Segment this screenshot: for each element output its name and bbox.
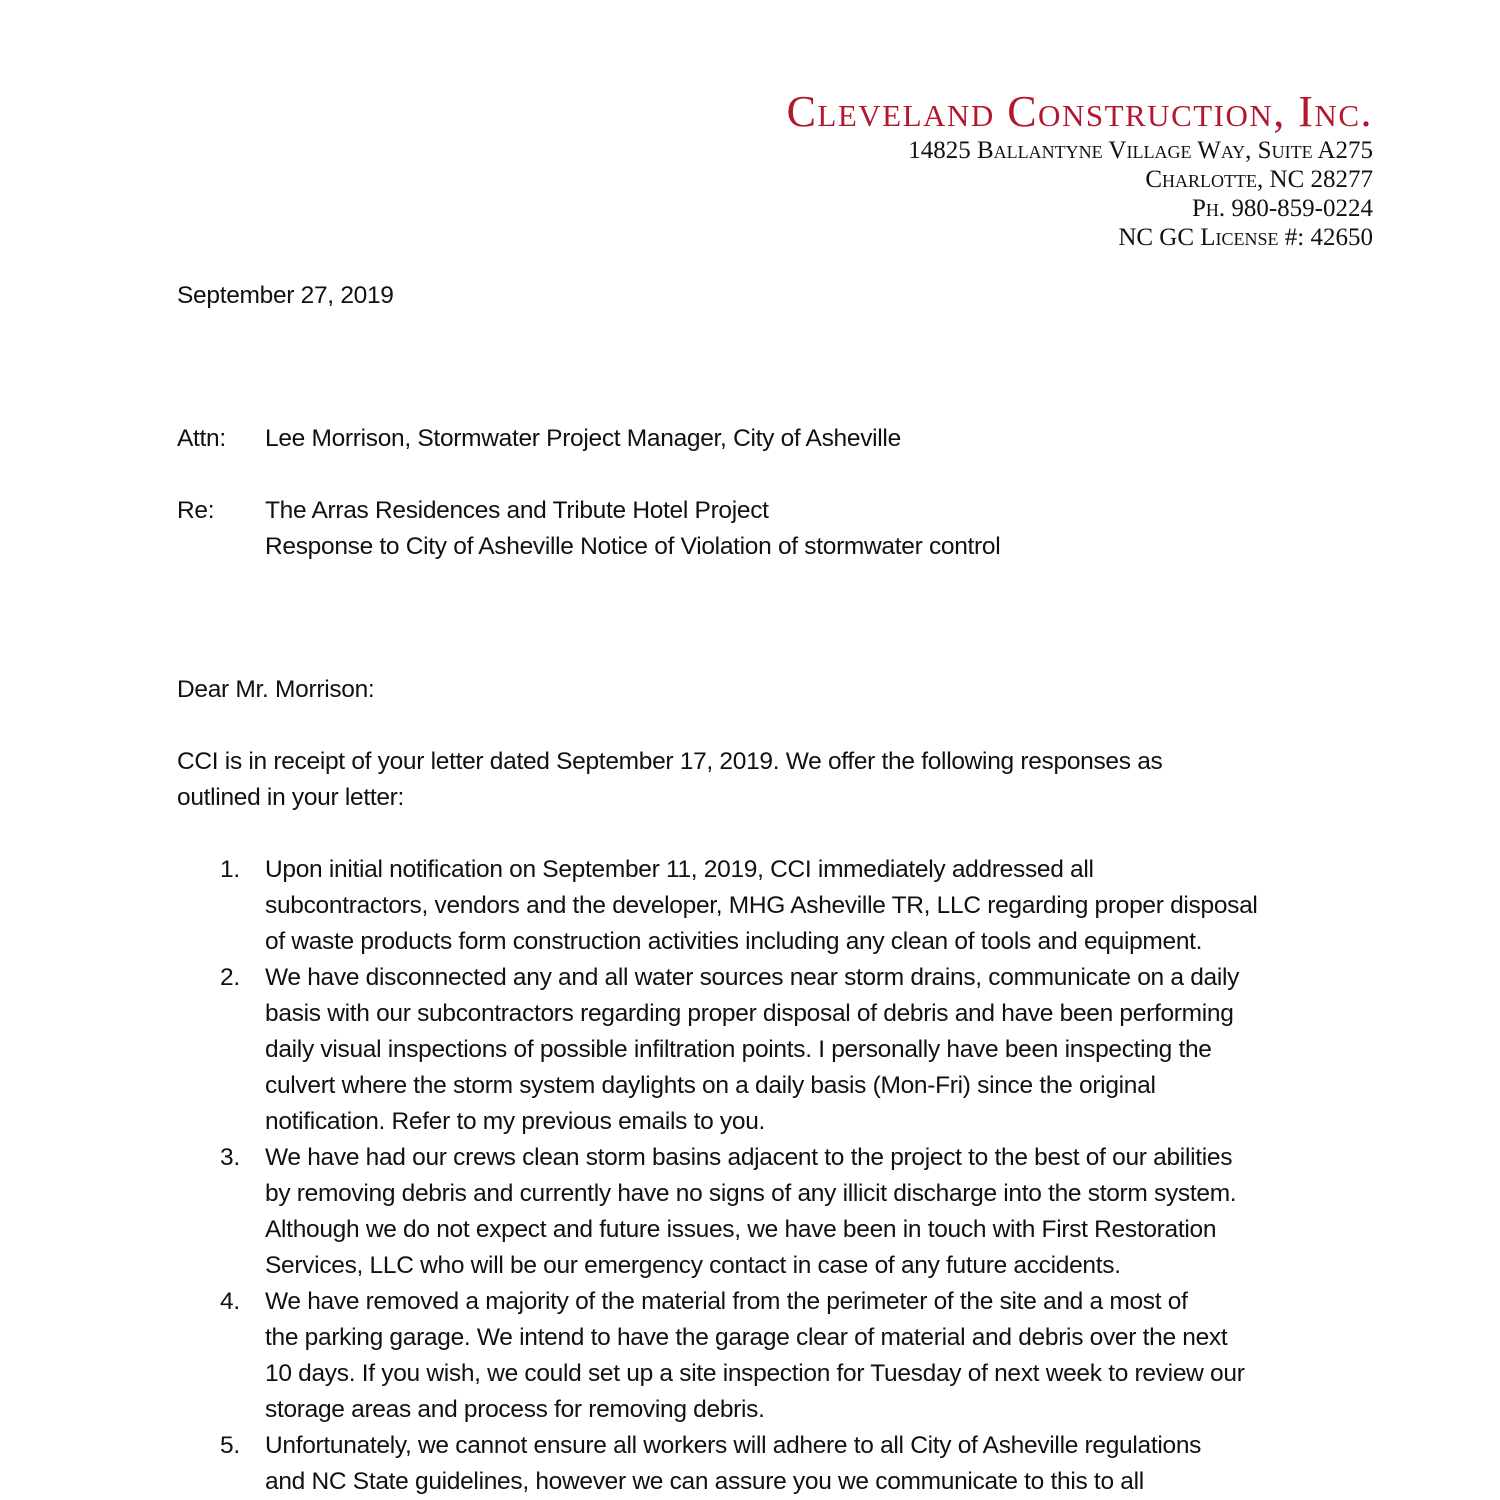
letter-date: September 27, 2019: [177, 282, 394, 309]
list-item-line: We have had our crews clean storm basins adjacent to the project to the best of our abilities: [265, 1144, 1233, 1171]
list-item-line: storage areas and process for removing debris.: [265, 1396, 765, 1423]
list-item-line: Services, LLC who will be our emergency contact in case of any future accidents.: [265, 1252, 1121, 1279]
list-item-line: by removing debris and currently have no signs of any illicit discharge into the storm system.: [265, 1180, 1237, 1207]
intro-line: CCI is in receipt of your letter dated September 17, 2019. We offer the following responses as: [177, 748, 1163, 775]
list-item-line: of waste products form construction activities including any clean of tools and equipment.: [265, 928, 1203, 955]
list-item-line: Unfortunately, we cannot ensure all workers will adhere to all City of Asheville regulations: [265, 1432, 1202, 1459]
intro-paragraph: [177, 744, 1162, 816]
intro-line: outlined in your letter:: [177, 784, 405, 811]
list-item-line: Upon initial notification on September 11, 2019, CCI immediately addressed all: [265, 856, 1094, 883]
list-number: 3.: [220, 1144, 240, 1171]
address-line: Charlotte, NC 28277: [1145, 166, 1373, 193]
address-line: 14825 Ballantyne Village Way, Suite A275: [908, 137, 1373, 164]
company-name: Cleveland Construction, Inc.: [786, 87, 1373, 136]
re-line: The Arras Residences and Tribute Hotel Project: [265, 497, 769, 524]
list-item-line: subcontractors, vendors and the developer, MHG Asheville TR, LLC regarding proper disposal: [265, 892, 1258, 919]
list-item-line: 10 days. If you wish, we could set up a site inspection for Tuesday of next week to review our: [265, 1360, 1245, 1387]
attn-label: Attn:: [177, 425, 226, 452]
list-item-line: notification. Refer to my previous emails to you.: [265, 1108, 766, 1135]
list-number: 1.: [220, 856, 240, 883]
list-item-line: daily visual inspections of possible infiltration points. I personally have been inspecting the: [265, 1036, 1212, 1063]
list-number: 4.: [220, 1288, 240, 1315]
list-item-line: the parking garage. We intend to have the garage clear of material and debris over the next: [265, 1324, 1228, 1351]
phone-line: Ph. 980-859-0224: [1191, 195, 1373, 222]
salutation: Dear Mr. Morrison:: [177, 676, 375, 703]
list-item-line: Although we do not expect and future issues, we have been in touch with First Restoration: [265, 1216, 1217, 1243]
list-number: 5.: [220, 1432, 240, 1459]
re-line: Response to City of Asheville Notice of Violation of stormwater control: [265, 533, 1001, 560]
list-item-line: basis with our subcontractors regarding proper disposal of debris and have been performing: [265, 1000, 1234, 1027]
list-item-line: We have removed a majority of the material from the perimeter of the site and a most of: [265, 1288, 1188, 1315]
license-line: NC GC License #: 42650: [1118, 224, 1373, 251]
list-item-line: We have disconnected any and all water sources near storm drains, communicate on a daily: [265, 964, 1240, 991]
list-item-line: and NC State guidelines, however we can assure you we communicate to this to all: [265, 1468, 1144, 1495]
re-label: Re:: [177, 497, 215, 524]
list-number: 2.: [220, 964, 240, 991]
letterhead: [787, 88, 1373, 252]
attn-value: Lee Morrison, Stormwater Project Manager, City of Asheville: [265, 425, 901, 452]
list-item-line: culvert where the storm system daylights on a daily basis (Mon-Fri) since the original: [265, 1072, 1156, 1099]
